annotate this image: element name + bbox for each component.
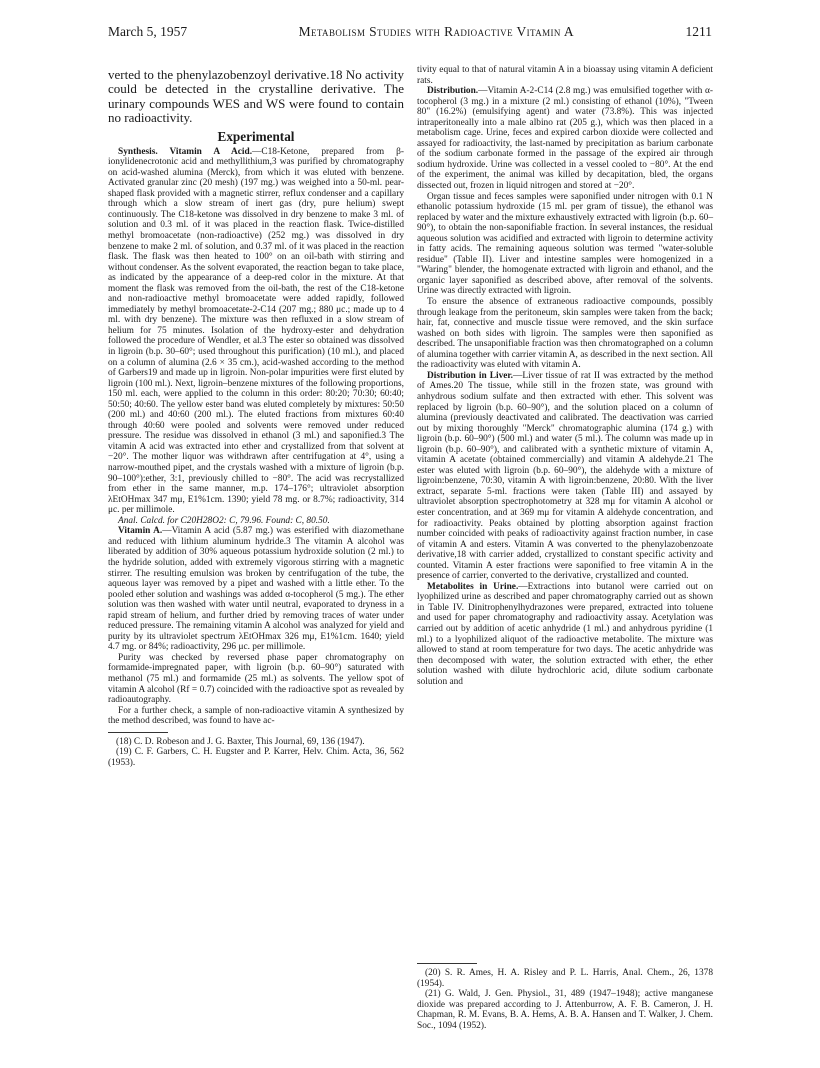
header-date: March 5, 1957 <box>108 24 188 39</box>
footnote-rule-right <box>417 963 477 964</box>
organ-tissue-paragraph: Organ tissue and feces samples were saponified under nitrogen with 0.1 N ethanolic potassium hydroxide (15 ml. per gram of tissue), the ethanol was replaced by water and the mixture exhaustively extracted with ligroin (b.p. 60–90°), to obtain the non-saponifiable fraction. In several instances, the residual aqueous solution was acidified and extracted with ligroin to determine activity in fatty acids. The remaining aqueous solution was termed "water-soluble residue" (Table II). Liver and intestine samples were homogenized in a "Waring" blender, the homogenate extracted with ligroin and ethanol, and the organic layer saponified as described above, after removal of the solvents. Urine was directly extracted with ligroin. <box>417 191 713 297</box>
vitamin-a-run-in-heading: Vitamin A. <box>118 526 163 537</box>
urine-text: —Extractions into butanol were carried out on lyophilized urine as described and paper chromatography carried out as shown in Table IV. Dinitrophenylhydrazones were prepared, extracted into toluene and used for paper chromatography and radioactivity assay. Acetylation was carried out by addition of acetic anhydride (1 ml.) and anhydrous pyridine (1 ml.) to a lyophilized aliquot of the radioactive metabolite. The mixture was allowed to stand at room temperature for two days. The acetic anhydride was then decomposed with water, the solution extracted with ether, the ether solution washed with dilute hydrochloric acid, dilute sodium carbonate solution and <box>417 581 713 687</box>
right-column <box>417 65 713 1031</box>
right-footnotes <box>417 958 713 1031</box>
footnote-20: (20) S. R. Ames, H. A. Risley and P. L. Harris, Anal. Chem., 26, 1378 (1954). <box>417 968 713 989</box>
synthesis-paragraph <box>108 147 404 516</box>
footnote-19: (19) C. F. Garbers, C. H. Eugster and P. Karrer, Helv. Chim. Acta, 36, 562 (1953). <box>108 747 404 768</box>
footnote-rule <box>108 732 168 733</box>
section-heading-experimental: Experimental <box>217 128 295 144</box>
distribution-run-in-heading: Distribution. <box>427 86 479 97</box>
vitamin-a-text: —Vitamin A acid (5.87 mg.) was esterified with diazomethane and reduced with lithium aluminum hydride.3 The vitamin A alcohol was liberated by addition of 30% aqueous potassium hydroxide solution (2 ml.) to the hydride solution, added with extremely vigorous stirring with a magnetic stirrer. The resulting emulsion was broken by centrifugation of the tube, the aqueous layer was removed by a pipet and washed with a little ether. To the pooled ether solution and washings was added α-tocopherol (5 mg.). The ether solution was then washed with water until neutral, evaporated to dryness in a rapid stream of helium, and further dried by removing traces of water under reduced pressure. The remaining vitamin A alcohol was analyzed for yield and purity by its ultraviolet spectrum λEtOHmax 326 mμ, E1%1cm. 1640; yield 4.7 mg. or 84%; radioactivity, 296 μc. per millimole. <box>108 526 404 653</box>
analysis-line: Anal. Calcd. for C20H28O2: C, 79.96. Found: C, 80.50. <box>118 515 330 526</box>
urine-metabolites-paragraph <box>417 582 713 687</box>
synthesis-run-in-heading: Synthesis. Vitamin A Acid. <box>118 146 253 157</box>
header-running-title: Metabolism Studies with Radioactive Vitamin A <box>298 24 575 39</box>
distribution-paragraph <box>417 86 713 191</box>
left-column <box>108 68 404 768</box>
liver-distribution-paragraph <box>417 371 713 582</box>
continued-paragraph: tivity equal to that of natural vitamin A in a bioassay using vitamin A deficient rats. <box>417 65 713 86</box>
further-check-paragraph: For a further check, a sample of non-radioactive vitamin A synthesized by the method described, was found to have ac- <box>108 705 404 727</box>
extraneous-activity-paragraph: To ensure the absence of extraneous radioactive compounds, possibly through leakage from the peritoneum, skin samples were taken from the back; hair, fat, connective and muscle tissue were removed, and the skin surface washed on both sides with ligroin. The samples were then saponified as described. The unsaponifiable fraction was then chromatographed on a column of alumina together with carrier vitamin A, as described in the next section. All the radioactivity was eluted with vitamin A. <box>417 297 713 371</box>
footnote-18: (18) C. D. Robeson and J. G. Baxter, This Journal, 69, 136 (1947). <box>116 736 365 747</box>
distribution-text: —Vitamin A-2-C14 (2.8 mg.) was emulsified together with α-tocopherol (3 mg.) in a mixture (2 ml.) consisting of ethanol (10%), "Tween 80" (16.2%) (emulsifying agent) and water (73.8%). This was injected intraperitoneally into a male albino rat (205 g.), which was then placed in a metabolism cage. Urine, feces and expired carbon dioxide were collected and assayed for radioactivity, the last-named by precipitation as barium carbonate of the sodium carbonate formed in the passage of the expired air through sodium hydroxide. Urine was collected in a vessel cooled to −80°. At the end of the experiment, the animal was killed by decapitation, bled, the organs dissected out, frozen in liquid nitrogen and stored at −20°. <box>417 86 713 192</box>
footnote-21: (21) G. Wald, J. Gen. Physiol., 31, 489 (1947–1948); active manganese dioxide was prepared according to J. Attenburrow, A. F. B. Cameron, J. H. Chapman, R. M. Evans, B. A. Hems, A. B. A. Hansen and T. Walker, J. Chem. Soc., 1094 (1952). <box>417 989 713 1031</box>
vitamin-a-paragraph <box>108 526 404 653</box>
urine-run-in-heading: Metabolites in Urine. <box>427 581 519 592</box>
liver-text: —Liver tissue of rat II was extracted by the method of Ames.20 The tissue, while still in the frozen state, was ground with anhydrous sodium sulfate and then extracted with ether. This solvent was replaced by ligroin (b.p. 60–90°), and the solution placed on a column of alumina (previously deactivated and calibrated. The deactivation was carried out by mixing thoroughly "Merck" chromatographic alumina (174 g.) with ligroin (b.p. 60–90°) (500 ml.) and water (5 ml.). The column was made up in ligroin (b.p. 60–90°), and calibrated with a synthetic mixture of vitamin A, vitamin A acetate (obtained commercially) and vitamin A aldehyde.21 The ester was eluted with ligroin (b.p. 60–90°), the aldehyde with a mixture of ligroin:benzene, 70:30, vitamin A with ligroin:benzene, 20:80. With the liver extract, separate 5-ml. fractions were taken (Table III) and assayed by ultraviolet absorption spectrophotometry at 328 mμ for vitamin A alcohol or ester concentration, and at 369 mμ for vitamin A aldehyde concentration, and for radioactivity. Peaks obtained by plotting absorption against fraction number coincided with peaks of radioactivity against fraction number, in case of vitamin A and esters. Vitamin A was converted to the phenylazobenzoate derivative,18 with carrier added, crystallized to constant specific activity and counted. Vitamin A ester fractions were saponified to free vitamin A in the presence of carrier, converted to the derivative, crystallized and counted. <box>417 370 713 582</box>
running-header <box>108 24 712 44</box>
synthesis-text: —C18-Ketone, prepared from β-ionylidenecrotonic acid and methyllithium,3 was purified by chromatography on acid-washed alumina (Merck), from which it was eluted with benzene. Activated granular zinc (20 mesh) (197 mg.) was weighed into a 50-ml. pear-shaped flask provided with a magnetic stirrer, reflux condenser and a capillary through which a slow stream of inert gas (dry, pure helium) swept continuously. The C18-ketone was dissolved in dry benzene to make 3 ml. of solution and 0.3 ml. of it was placed in the reaction flask. Twice-distilled methyl bromoacetate (non-radioactive) (252 mg.) was dissolved in dry benzene to make 2 ml. of solution, and 0.37 ml. of it was placed in the reaction flask. The flask was then heated to 100° on an oil-bath with stirring and without condenser. As the solvent evaporated, the reaction began to take place, as indicated by the appearance of a deep-red color in the mixture. At that moment the flask was removed from the oil-bath, the rest of the C18-ketone and non-radioactive methyl bromoacetate were added rapidly, followed immediately by methyl bromoacetate-2-C14 (207 mg.; 880 μc.; made up to 4 ml. with dry benzene). The mixture was then refluxed in a slow stream of helium for 75 minutes. Isolation of the hydroxy-ester and dehydration followed the procedure of Wendler, et al.3 The ester so obtained was dissolved in ligroin (b.p. 30–60°; used throughout this purification) (10 ml.), and placed on a column of alumina (2.6 × 35 cm.), acid-washed according to the method of Garbers19 and made up in ligroin. Non-polar impurities were first eluted by ligroin (100 ml.). Next, ligroin–benzene mixtures of the following proportions, 150 ml. each, were applied to the column in this order: 80:20; 70:30; 60:40; 50:50; 40:60. The yellow ester band was eluted completely by mixtures: 50:50 (200 ml.) and 40:60 (200 ml.). The eluted fractions from mixtures 60:40 through 40:60 were pooled and solvents were removed under reduced pressure. The residue was dissolved in ethanol (3 ml.) and saponified.3 The vitamin A acid was extracted into ether and crystallized from that solvent at −20°. The mother liquor was withdrawn after centrifugation at 4°, using a narrow-mouthed pipet, and the crystals washed with a mixture of ligroin (b.p. 90–100°):ether, 3:1, previously chilled to −80°. The acid was recrystallized from ether in the same manner, m.p. 174–176°; ultraviolet absorption λEtOHmax 347 mμ, E1%1cm. 1390; yield 78 mg. or 8.7%; radioactivity, 314 μc. per millimole. <box>108 146 404 516</box>
page-number: 1211 <box>685 24 712 39</box>
liver-run-in-heading: Distribution in Liver. <box>427 370 514 381</box>
purity-paragraph: Purity was checked by reversed phase paper chromatography on formamide-impregnated paper, with ligroin (b.p. 60–90°) saturated with methanol (75 ml.) and formamide (25 ml.) as solvents. The yellow spot of vitamin A alcohol (Rf = 0.7) coincided with the radioactive spot as revealed by radioautography. <box>108 652 404 706</box>
intro-paragraph: verted to the phenylazobenzoyl derivative.18 No activity could be detected in the crystalline derivative. The urinary compounds WES and WS were found to contain no radioactivity. <box>108 67 404 126</box>
